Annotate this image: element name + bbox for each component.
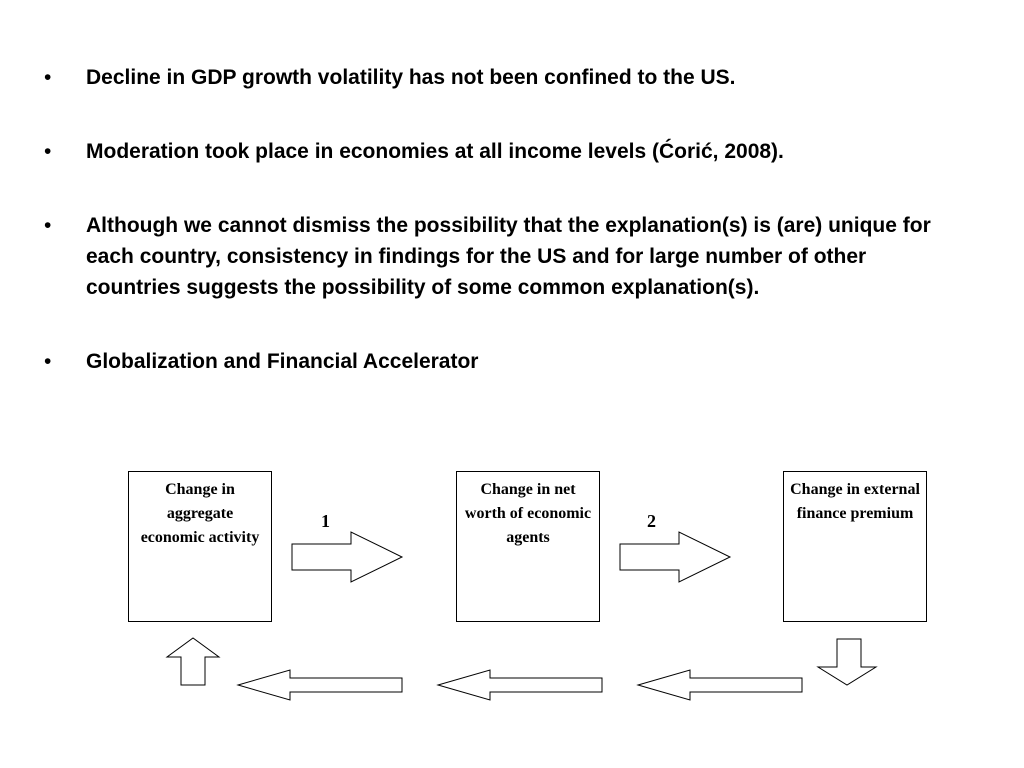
bullet-text: Decline in GDP growth volatility has not been confined to the US. [86, 66, 736, 89]
step-label-2: 2 [647, 511, 656, 531]
box-label: Change in aggregate economic activity [140, 481, 260, 546]
bullet-marker: • [44, 214, 52, 237]
step-label-1: 1 [321, 511, 330, 531]
bullet-marker: • [44, 66, 52, 89]
box-label: Change in external finance premium [790, 481, 920, 522]
right-arrow-icon [292, 532, 402, 582]
box-label: Change in net worth of economic agents [464, 481, 592, 546]
left-arrow-icon [438, 670, 602, 700]
right-arrow-icon [620, 532, 730, 582]
down-arrow-icon [818, 639, 876, 685]
up-arrow-icon [167, 638, 219, 685]
left-arrow-icon [238, 670, 402, 700]
box-aggregate-economic-activity [128, 471, 272, 622]
bullet-text: Moderation took place in economies at all income levels (Ćorić, 2008). [86, 140, 784, 163]
left-arrow-icon [638, 670, 802, 700]
bullet-text: Although we cannot dismiss the possibility that the explanation(s) is (are) unique for each country, consistency in findings for the US and for large number of other countries suggests the possibility of some common explanation(s). [86, 214, 931, 299]
bullet-marker: • [44, 140, 52, 163]
box-net-worth [456, 471, 600, 622]
bullet-marker: • [44, 350, 52, 373]
box-external-finance-premium [783, 471, 927, 622]
bullet-text: Globalization and Financial Accelerator [86, 350, 479, 373]
